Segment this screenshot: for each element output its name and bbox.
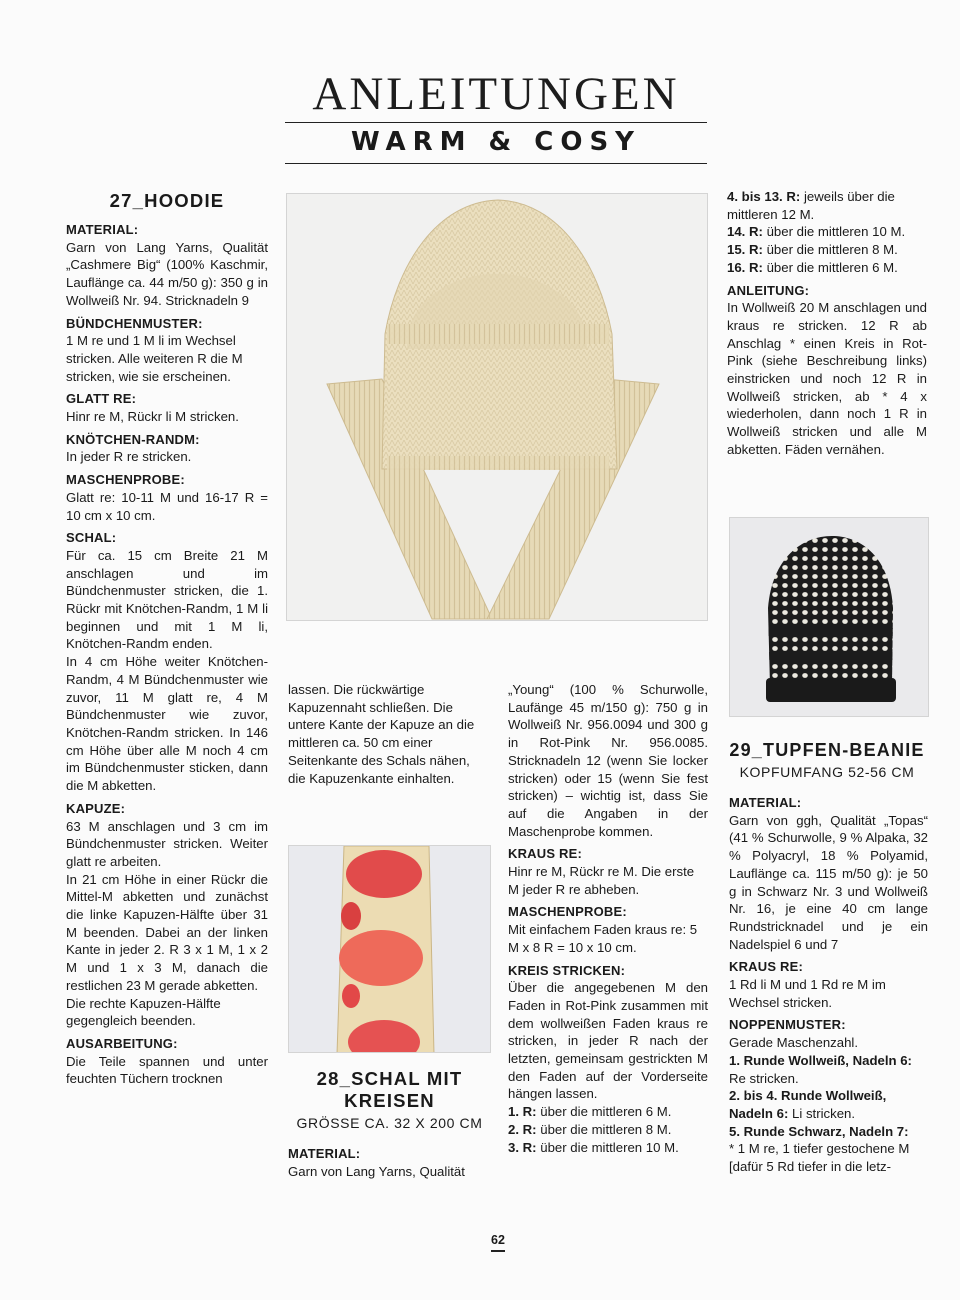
scarf-material-heading: MATERIAL: — [288, 1146, 361, 1161]
beanie-round-1 — [729, 1052, 928, 1087]
hoodie-photo — [286, 193, 708, 621]
scarf-row-1 — [508, 1103, 708, 1121]
section-subtitle: WARM & COSY — [350, 127, 642, 157]
page-number-text: 62 — [491, 1233, 505, 1247]
scarf-row-4-13 — [727, 188, 927, 223]
row-text: über die mittleren 10 M. — [762, 224, 906, 240]
masthead-rule-bottom — [285, 163, 707, 164]
scarf-material-start — [288, 1145, 491, 1180]
section-title: ANLEITUNGEN — [312, 68, 680, 120]
hoodie-hood-text-3: Die rechte Kapuzen-Hälfte gegengleich beenden. — [66, 995, 221, 1029]
hoodie-material-heading: MATERIAL: — [66, 222, 139, 237]
scarf-instructions-heading: ANLEITUNG: — [727, 282, 810, 298]
scarf-row-16 — [727, 259, 927, 277]
row-label: 15. R: — [727, 242, 763, 258]
hoodie-gauge-text: Glatt re: 10-11 M und 16-17 R = 10 cm x 10 cm. — [66, 489, 268, 523]
scarf-illustration — [289, 846, 491, 1053]
beanie-title-block — [727, 739, 927, 782]
hoodie-continuation — [288, 681, 490, 787]
beanie-illustration — [730, 518, 929, 717]
row-label: 1. R: — [508, 1104, 537, 1120]
scarf-instructions-text: In Wollweiß 20 M anschlagen und kraus re stricken. 12 R ab Anschlag * einen Kreis in Rot-Pink (siehe Beschreibung links) einstricken und noch 12 R in Wollweiß stricken, ab * 4 x wiederholen, dann noch 1 R in Wollweiß stricken und alle M abketten. Fäden vernähen. — [727, 300, 927, 457]
scarf-row-2 — [508, 1121, 708, 1139]
beanie-column — [729, 789, 928, 1176]
beanie-material-text: Garn von ggh, Qualität „Topas“ (41 % Schurwolle, 9 % Alpaka, 32 % Polyacryl, 18 % Polyamid, Lauflänge ca. 115 m/50 g): je 50 g in Schwarz Nr. 3 und Wollweiß Nr. 16, je eine 40 cm lange Rundstricknadel und je ein Nadelspiel 6 und 7 — [729, 812, 928, 952]
scarf-circle-text: Über die angegebenen M den Faden in Rot-Pink zusammen mit dem wollweißen Faden kraus re stricken, in jeder R nach der letzten, gemeinsam gestrickten M den Faden auf der Vorderseite hängen lassen. — [508, 980, 708, 1102]
row-text: über die mittleren 8 M. — [762, 242, 898, 258]
scarf-garter-text: Hinr re M, Rückr re M. Die erste M jeder R re abheben. — [508, 864, 695, 897]
hoodie-gauge-heading: MASCHENPROBE: — [66, 472, 185, 488]
scarf-title-line-1: 28_SCHAL MIT — [316, 1068, 463, 1089]
scarf-row-15 — [727, 241, 927, 259]
scarf-garter-heading: KRAUS RE: — [508, 846, 583, 862]
round-text: Li stricken. — [788, 1105, 856, 1121]
hoodie-stockinette-heading: GLATT RE: — [66, 391, 137, 407]
beanie-round-2-4 — [729, 1087, 928, 1122]
row-label: 4. bis 13. R: — [727, 189, 801, 204]
scarf-row-3 — [508, 1139, 708, 1157]
hoodie-illustration — [287, 194, 708, 621]
round-label: 1. Runde Wollweiß, Nadeln 6: — [729, 1052, 912, 1068]
hoodie-finishing-cont: lassen. Die rückwärtige Kapuzennaht schließen. Die untere Kante der Kapuze an die mittleren ca. 50 cm einer Seitenkante des Schals nähen, die Kapuzenkante einhalten. — [288, 682, 475, 786]
scarf-title-block — [288, 1068, 491, 1133]
beanie-garter-text: 1 Rd li M und 1 Rd re M im Wechsel stricken. — [729, 977, 886, 1010]
hoodie-hood-heading: KAPUZE: — [66, 800, 126, 816]
round-label: 5. Runde Schwarz, Nadeln 7: — [729, 1123, 909, 1139]
hoodie-scarf-text-1: Für ca. 15 cm Breite 21 M anschlagen und im Bündchenmuster stricken, die 1. Rückr mit Knötchen-Randm, 1 M li beginnen und mit 1 M li, Knötchen-Randm enden. — [66, 547, 268, 652]
hoodie-edge-text: In jeder R re stricken. — [66, 449, 192, 465]
page-number — [470, 1233, 526, 1252]
row-text: über die mittleren 8 M. — [536, 1121, 672, 1137]
scarf-size: GRÖSSE CA. 32 X 200 CM — [296, 1115, 483, 1131]
hoodie-finishing-text: Die Teile spannen und unter feuchten Tüchern trocknen — [66, 1053, 268, 1087]
round-label: 2. bis 4. Runde Wollweiß, Nadeln 6: — [729, 1088, 887, 1121]
hoodie-hood-text-1: 63 M anschlagen und 3 cm im Bündchenmuster stricken. Weiter glatt re arbeiten. — [66, 818, 268, 869]
hoodie-scarf-heading: SCHAL: — [66, 530, 117, 546]
hoodie-scarf-text-2: In 4 cm Höhe weiter Knötchen-Randm, 4 M Bündchenmuster wie zuvor, 11 M glatt re, 4 M Bündchenmuster wie zuvor, Knötchen-Randm stricken. In 146 cm Höhe über alle M noch 4 cm im Bündchenmuster sticken, dann die M abketten. — [66, 654, 268, 794]
row-label: 14. R: — [727, 224, 763, 240]
round-text: Re stricken. — [729, 1070, 799, 1086]
hoodie-rib-text: 1 M re und 1 M li im Wechsel stricken. Alle weiteren R die M stricken, wie sie erscheinen. — [66, 333, 243, 384]
scarf-material-text-b: „Young“ (100 % Schurwolle, Laufänge 45 m/150 g): 750 g in Wollweiß Nr. 956.0094 und 300 g in Rot-Pink Nr. 956.0085. Stricknadeln 12 (wenn Sie locker stricken) oder 15 (wenn Sie fest stricken) – wichtig ist, dass Sie auf die Angaben in der Maschenprobe kommen. — [508, 682, 708, 839]
row-text: über die mittleren 6 M. — [762, 259, 898, 275]
hoodie-material-text: Garn von Lang Yarns, Qualität „Cashmere Big“ (100% Kaschmir, Lauflänge ca. 44 m/50 g): 350 g in Wollweiß Nr. 94. Stricknadeln 9 — [66, 239, 268, 308]
hoodie-finishing-heading: AUSARBEITUNG: — [66, 1035, 178, 1051]
scarf-photo — [288, 845, 491, 1053]
hoodie-edge-heading: KNÖTCHEN-RANDM: — [66, 431, 200, 447]
beanie-round-5 — [729, 1123, 928, 1176]
scarf-circle-heading: KREIS STRICKEN: — [508, 962, 626, 978]
beanie-title: 29_TUPFEN-BEANIE — [729, 740, 925, 760]
scarf-gauge-text: Mit einfachem Faden kraus re: 5 M x 8 R = 10 x 10 cm. — [508, 922, 698, 955]
scarf-row-14 — [727, 223, 927, 241]
scarf-column — [508, 681, 708, 1156]
hoodie-title: 27_HOODIE — [109, 190, 225, 211]
beanie-size: KOPFUMFANG 52-56 CM — [739, 764, 915, 780]
page-number-underline — [491, 1250, 505, 1252]
row-label: 3. R: — [508, 1139, 537, 1155]
beanie-photo — [729, 517, 929, 717]
beanie-bobble-heading: NOPPENMUSTER: — [729, 1017, 846, 1033]
hoodie-hood-text-2: In 21 cm Höhe in einer Rückr die Mittel-M abketten und zunächst die linke Kapuzen-Hälfte über 31 M beenden. Dabei an der linken Kante in jeder 2. R 3 x 1 M, 1 x 2 M und 1 x 3 M, danach die restlichen 23 M gerade abketten. — [66, 871, 268, 993]
beanie-bobble-text: Gerade Maschenzahl. — [729, 1035, 859, 1051]
scarf-title-line-2: KREISEN — [344, 1090, 435, 1111]
beanie-garter-heading: KRAUS RE: — [729, 959, 804, 975]
row-label: 2. R: — [508, 1121, 537, 1137]
scarf-column-cont — [727, 188, 927, 459]
row-text: über die mittleren 6 M. — [536, 1104, 672, 1120]
hoodie-stockinette-text: Hinr re M, Rückr li M stricken. — [66, 409, 239, 425]
masthead — [285, 68, 707, 164]
row-text: jeweils über die mittleren 12 M. — [727, 189, 895, 222]
scarf-gauge-heading: MASCHENPROBE: — [508, 904, 627, 920]
hoodie-rib-heading: BÜNDCHENMUSTER: — [66, 315, 203, 331]
hoodie-column — [66, 190, 268, 1088]
round-text: * 1 M re, 1 tiefer gestochene M [dafür 5 Rd tiefer in die letz- — [729, 1141, 910, 1175]
beanie-material-heading: MATERIAL: — [729, 795, 802, 810]
scarf-material-text-a: Garn von Lang Yarns, Qualität — [288, 1163, 465, 1179]
row-label: 16. R: — [727, 259, 763, 275]
row-text: über die mittleren 10 M. — [536, 1139, 679, 1155]
